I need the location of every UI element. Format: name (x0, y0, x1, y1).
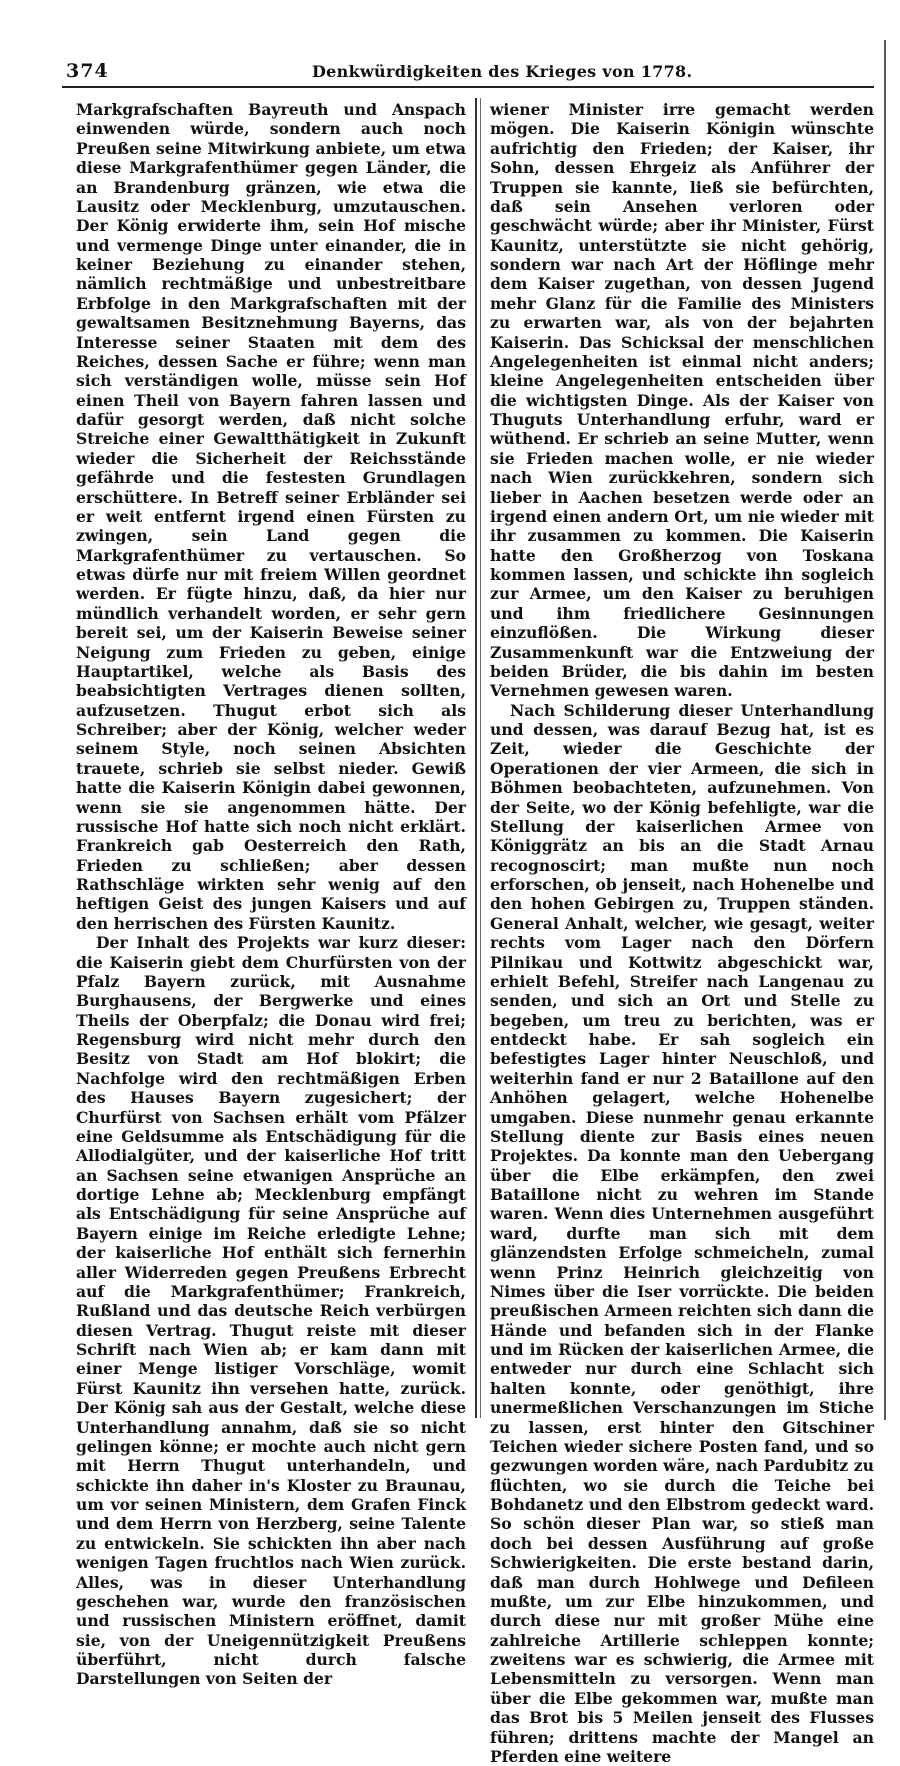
right-column (490, 100, 874, 1766)
left-paragraph-1: Markgrafschaften Bayreuth und Anspach einwenden würde, sondern auch noch Preußen seine Mitwirkung anbiete, um etwa diese Markgrafenthümer gegen Länder, die an Brandenburg gränzen, wie etwa die Lausitz oder Mecklenburg, umzutauschen. Der König erwiderte ihm, sein Hof mische und vermenge Dinge unter einander, die in keiner Beziehung zu einander stehen, nämlich rechtmäßige und unbestreitbare Erbfolge in den Markgrafschaften mit der gewaltsamen Besitznehmung Bayerns, das Interesse seiner Staaten mit dem des Reiches, dessen Sache er führe; wenn man sich verständigen wolle, müsse sein Hof einen Theil von Bayern fahren lassen und dafür gesorgt werden, daß nicht solche Streiche einer Gewaltthätigkeit in Zukunft wieder die Sicherheit der Reichsstände gefährde und die festesten Grundlagen erschüttere. In Betreff seiner Erbländer sei er weit entfernt irgend einen Fürsten zu zwingen, sein Land gegen die Markgrafenthümer zu vertauschen. So etwas dürfe nur mit freiem Willen geordnet werden. Er fügte hinzu, daß, da hier nur mündlich verhandelt worden, er sehr gern bereit sei, um der Kaiserin Beweise seiner Neigung zum Frieden zu geben, einige Hauptartikel, welche als Basis des beabsichtigten Vertrages dienen sollten, aufzusetzen. Thugut erbot sich als Schreiber; aber der König, welcher weder seinem Style, noch seinen Absichten trauete, schrieb sie selbst nieder. Gewiß hatte die Kaiserin Königin dabei gewonnen, wenn sie sie angenommen hätte. Der russische Hof hatte sich noch nicht erklärt. Frankreich gab Oesterreich den Rath, Frieden zu schließen; aber dessen Rathschläge wirkten sehr wenig auf den heftigen Geist des jungen Kaisers und auf den herrischen des Fürsten Kaunitz. (76, 100, 466, 933)
page-number: 374 (66, 60, 109, 82)
left-column (76, 100, 466, 1689)
page-edge-line (884, 40, 886, 1420)
book-page (62, 52, 874, 1766)
right-paragraph-1: wiener Minister irre gemacht werden mögen. Die Kaiserin Königin wünschte aufrichtig den Frieden; der Kaiser, ihr Sohn, dessen Ehrgeiz als Anführer der Truppen sie kannte, ließ sie befürchten, daß sein Ansehen verloren oder geschwächt würde; aber ihr Minister, Fürst Kaunitz, unterstützte sie nicht gehörig, sondern war nach Art der Höflinge mehr dem Kaiser zugethan, von dessen Jugend mehr Glanz für die Familie des Ministers zu erwarten war, als von der bejahrten Kaiserin. Das Schicksal der menschlichen Angelegenheiten ist einmal nicht anders; kleine Angelegenheiten entscheiden über die wichtigsten Dinge. Als der Kaiser von Thuguts Unterhandlung erfuhr, ward er wüthend. Er schrieb an seine Mutter, wenn sie Frieden machen wolle, er nie wieder nach Wien zurückkehren, sondern sich lieber in Aachen besetzen werde oder an irgend einen andern Ort, um nie wieder mit ihr zusammen zu kommen. Die Kaiserin hatte den Großherzog von Toskana kommen lassen, und schickte ihn sogleich zur Armee, um den Kaiser zu beruhigen und ihm friedlichere Gesinnungen einzuflößen. Die Wirkung dieser Zusammenkunft war die Entzweiung der beiden Brüder, die bis dahin im besten Vernehmen gewesen waren. (490, 100, 874, 701)
left-paragraph-2: Der Inhalt des Projekts war kurz dieser: die Kaiserin giebt dem Churfürsten von der Pfalz Bayern zurück, mit Ausnahme Burghausens, der Bergwerke und eines Theils der Oberpfalz; die Donau wird frei; Regensburg wird nicht mehr durch den Besitz von Stadt am Hof blokirt; die Nachfolge wird den rechtmäßigen Erben des Hauses Bayern zugesichert; der Churfürst von Sachsen erhält vom Pfälzer eine Geldsumme als Entschädigung für die Allodialgüter, und der kaiserliche Hof tritt an Sachsen seine etwanigen Ansprüche an dortige Lehne ab; Mecklenburg empfängt als Entschädigung für seine Ansprüche auf Bayern einige im Reiche erledigte Lehne; der kaiserliche Hof enthält sich fernerhin aller Widerreden gegen Preußens Erbrecht auf die Markgrafenthümer; Frankreich, Rußland und das deutsche Reich verbürgen diesen Vertrag. Thugut reiste mit dieser Schrift nach Wien ab; er kam dann mit einer Menge listiger Vorschläge, womit Fürst Kaunitz ihn versehen hatte, zurück. Der König sah aus der Gestalt, welche diese Unterhandlung annahm, daß sie so nicht gelingen könne; er mochte auch nicht gern mit Herrn Thugut unterhandeln, und schickte ihn daher in's Kloster zu Braunau, um vor seinen Ministern, dem Grafen Finck und dem Herrn von Herzberg, seine Talente zu entwickeln. Sie schickten ihn aber nach wenigen Tagen fruchtlos nach Wien zurück. Alles, was in dieser Unterhandlung geschehen war, wurde den französischen und russischen Ministern eröffnet, damit sie, von der Uneigennützigkeit Preußens überführt, nicht durch falsche Darstellungen von Seiten der (76, 933, 466, 1689)
running-title: Denkwürdigkeiten des Krieges von 1778. (312, 62, 693, 81)
column-rule-inner (480, 98, 481, 1418)
column-rule (475, 98, 477, 1418)
right-paragraph-2: Nach Schilderung dieser Unterhandlung und dessen, was darauf Bezug hat, ist es Zeit, wieder die Geschichte der Operationen der vier Armeen, die sich in Böhmen beobachteten, aufzunehmen. Von der Seite, wo der König befehligte, war die Stellung der kaiserlichen Armee von Königgrätz an bis an die Stadt Arnau recognoscirt; man mußte nun noch erforschen, ob jenseit, nach Hohenelbe und den hohen Gebirgen zu, Truppen ständen. General Anhalt, welcher, wie gesagt, weiter rechts vom Lager nach den Dörfern Pilnikau und Kottwitz abgeschickt war, erhielt Befehl, Streifer nach Langenau zu senden, und sich an Ort und Stelle zu begeben, um treu zu berichten, was er entdeckt habe. Er sah sogleich ein befestigtes Lager hinter Neuschloß, und weiterhin fand er nur 2 Bataillone auf den Anhöhen gelagert, welche Hohenelbe umgaben. Diese nunmehr genau erkannte Stellung diente zur Basis eines neuen Projektes. Da konnte man den Uebergang über die Elbe erkämpfen, den zwei Bataillone nicht zu wehren im Stande waren. Wenn dies Unternehmen ausgeführt ward, durfte man sich mit dem glänzendsten Erfolge schmeicheln, zumal wenn Prinz Heinrich gleichzeitig von Nimes über die Iser vorrückte. Die beiden preußischen Armeen reichten sich dann die Hände und befanden sich in der Flanke und im Rücken der kaiserlichen Armee, die entweder nur durch eine Schlacht sich halten konnte, oder genöthigt, ihre unermeßlichen Verschanzungen im Stiche zu lassen, erst hinter den Gitschiner Teichen wieder sichere Posten fand, und so gezwungen worden wäre, nach Pardubitz zu flüchten, wo sie durch die Teiche bei Bohdanetz und den Elbstrom gedeckt ward. So schön dieser Plan war, so stieß man doch bei dessen Ausführung auf große Schwierigkeiten. Die erste bestand darin, daß man durch Hohlwege und Defileen mußte, um zur Elbe hinzukommen, und durch diese nur mit großer Mühe eine zahlreiche Artillerie schleppen konnte; zweitens war es schwierig, die Armee mit Lebensmitteln zu versorgen. Wenn man über die Elbe gekommen war, mußte man das Brot bis 5 Meilen jenseit des Flusses führen; drittens machte der Mangel an Pferden eine weitere (490, 700, 874, 1766)
page-header (62, 52, 874, 88)
